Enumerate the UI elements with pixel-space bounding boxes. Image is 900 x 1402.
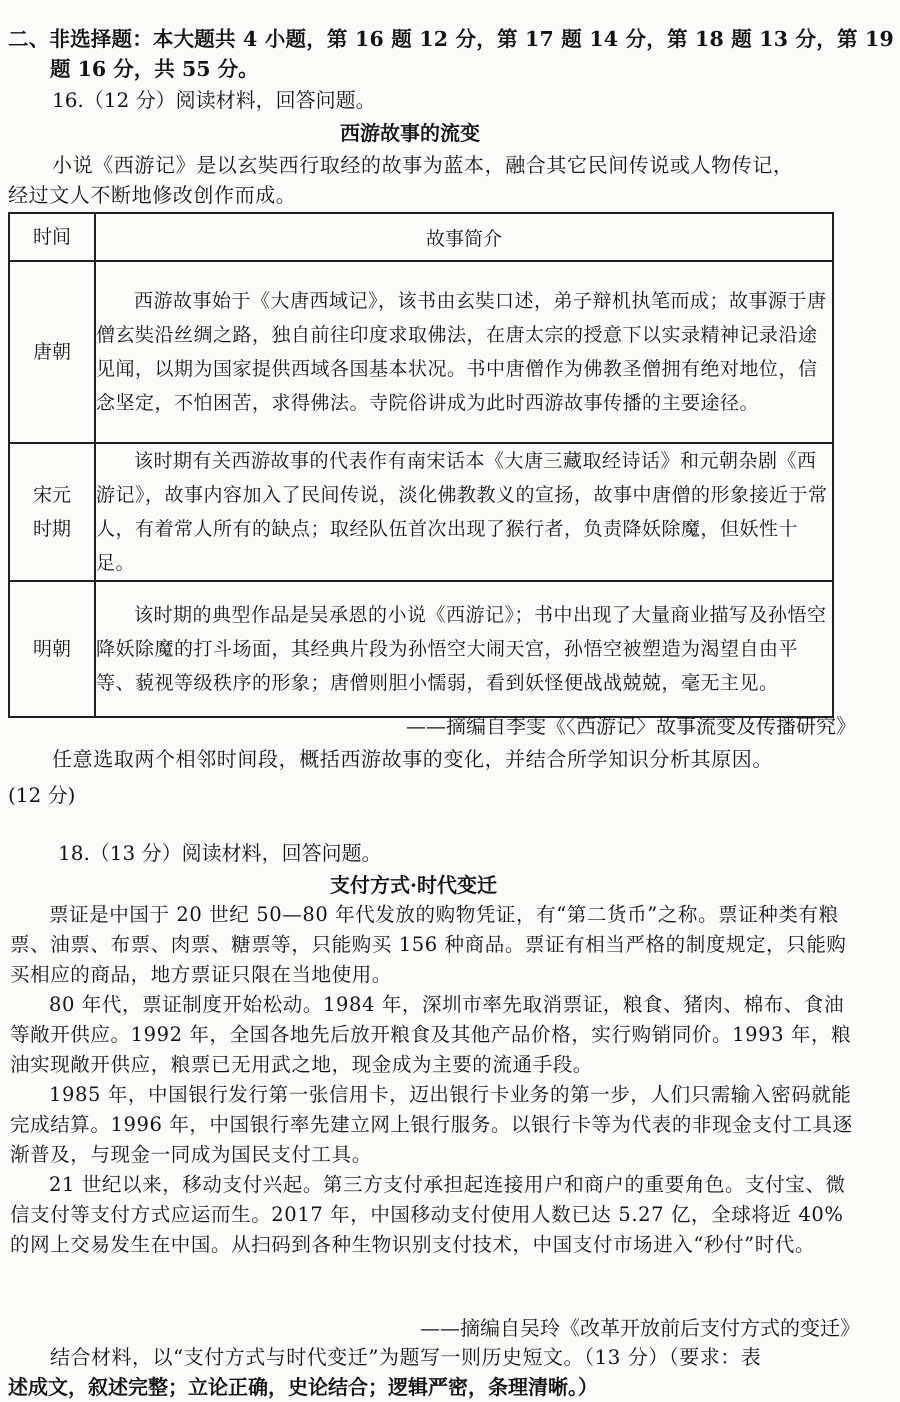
q18-source: ——摘编自吴玲《改革开放前后支付方式的变迁》 bbox=[420, 1316, 860, 1340]
table-row bbox=[9, 261, 833, 443]
q16-intro: 16.（12 分）阅读材料，回答问题。 bbox=[52, 88, 376, 112]
summary-text: 该时期有关西游故事的代表作有南宋话本《大唐三藏取经诗话》和元朝杂剧《西游记》，故事内容加入了民间传说，淡化佛教教义的宣扬，故事中唐僧的形象接近于常人，有着常人所有的缺点；取经队伍首次出现了猴行者，负责降妖除魔，但妖性十足。 bbox=[96, 450, 828, 574]
q18-material-body bbox=[10, 900, 856, 1260]
story-evolution-table bbox=[8, 212, 834, 718]
table-header-row bbox=[9, 213, 833, 261]
q18-material-title: 支付方式·时代变迁 bbox=[330, 873, 497, 897]
q18-paragraph: 80 年代，票证制度开始松动。1984 年，深圳市率先取消票证，粮食、猪肉、棉布、食油等敞开供应。1992 年，全国各地先后放开粮食及其他产品价格，实行购销同价。1993 年，粮油实现敞开供应，粮票已无用武之地，现金成为主要的流通手段。 bbox=[10, 993, 852, 1076]
header-time: 时间 bbox=[9, 213, 95, 261]
q18-question-line1: 结合材料，以“支付方式与时代变迁”为题写一则历史短文。（13 分）（要求：表 bbox=[50, 1345, 762, 1369]
q16-material-intro-line2: 经过文人不断地修改创作而成。 bbox=[8, 183, 297, 207]
table-row bbox=[9, 581, 833, 717]
q18-paragraph: 21 世纪以来，移动支付兴起。第三方支付承担起连接用户和商户的重要角色。支付宝、微信支付等支付方式应运而生。2017 年，中国移动支付使用人数已达 5.27 亿，全球将近 40% 的网上交易发生在中国。从扫码到各种生物识别支付技术，中国支付市场进入“秒付”时代。 bbox=[10, 1173, 846, 1256]
section-header-line2: 题 16 分，共 55 分。 bbox=[50, 57, 259, 81]
q18-paragraph: 票证是中国于 20 世纪 50—80 年代发放的购物凭证，有“第二货币”之称。票证种类有粮票、油票、布票、肉票、糖票等，只能购买 156 种商品。票证有相当严格的制度规定，只能购买相应的商品，地方票证只限在当地使用。 bbox=[10, 903, 847, 986]
row-summary-songyuan bbox=[95, 443, 833, 581]
row-summary-tang bbox=[95, 261, 833, 443]
q16-material-intro-line1: 小说《西游记》是以玄奘西行取经的故事为蓝本，融合其它民间传说或人物传记， bbox=[52, 153, 794, 177]
row-summary-ming bbox=[95, 581, 833, 717]
section-header-line1: 二、非选择题：本大题共 4 小题，第 16 题 12 分，第 17 题 14 分，第 18 题 13 分，第 19 bbox=[8, 27, 894, 51]
time-line2: 时期 bbox=[32, 518, 71, 540]
table-row bbox=[9, 443, 833, 581]
row-time-tang: 唐朝 bbox=[9, 261, 95, 443]
q16-material-title: 西游故事的流变 bbox=[340, 121, 480, 145]
q18-intro: 18.（13 分）阅读材料，回答问题。 bbox=[58, 841, 382, 865]
summary-text: 西游故事始于《大唐西域记》，该书由玄奘口述，弟子辩机执笔而成；故事源于唐僧玄奘沿丝绸之路，独自前往印度求取佛法，在唐太宗的授意下以实录精神记录沿途见闻，以期为国家提供西域各国基本状况。书中唐僧作为佛教圣僧拥有绝对地位，信念坚定，不怕困苦，求得佛法。寺院俗讲成为此时西游故事传播的主要途径。 bbox=[96, 290, 827, 414]
header-summary: 故事简介 bbox=[95, 213, 833, 261]
q16-source: ——摘编自李雯《〈西游记〉故事流变及传播研究》 bbox=[406, 714, 856, 738]
time-line1: 宋元 bbox=[32, 484, 71, 506]
q18-paragraph: 1985 年，中国银行发行第一张信用卡，迈出银行卡业务的第一步，人们只需输入密码就能完成结算。1996 年，中国银行率先建立网上银行服务。以银行卡等为代表的非现金支付工具逐渐普及，与现金一同成为国民支付工具。 bbox=[10, 1083, 853, 1166]
q16-question-line2: (12 分) bbox=[8, 783, 76, 807]
q18-question-line2: 述成文，叙述完整；立论正确，史论结合；逻辑严密，条理清晰。） bbox=[8, 1375, 598, 1399]
row-time-ming: 明朝 bbox=[9, 581, 95, 717]
row-time-songyuan bbox=[9, 443, 95, 581]
summary-text: 该时期的典型作品是吴承恩的小说《西游记》；书中出现了大量商业描写及孙悟空降妖除魔的打斗场面，其经典片段为孙悟空大闹天宫，孙悟空被塑造为渴望自由平等、藐视等级秩序的形象；唐僧则胆小懦弱，看到妖怪便战战兢兢，毫无主见。 bbox=[96, 604, 827, 694]
q16-question-line1: 任意选取两个相邻时间段，概括西游故事的变化，并结合所学知识分析其原因。 bbox=[52, 747, 773, 771]
